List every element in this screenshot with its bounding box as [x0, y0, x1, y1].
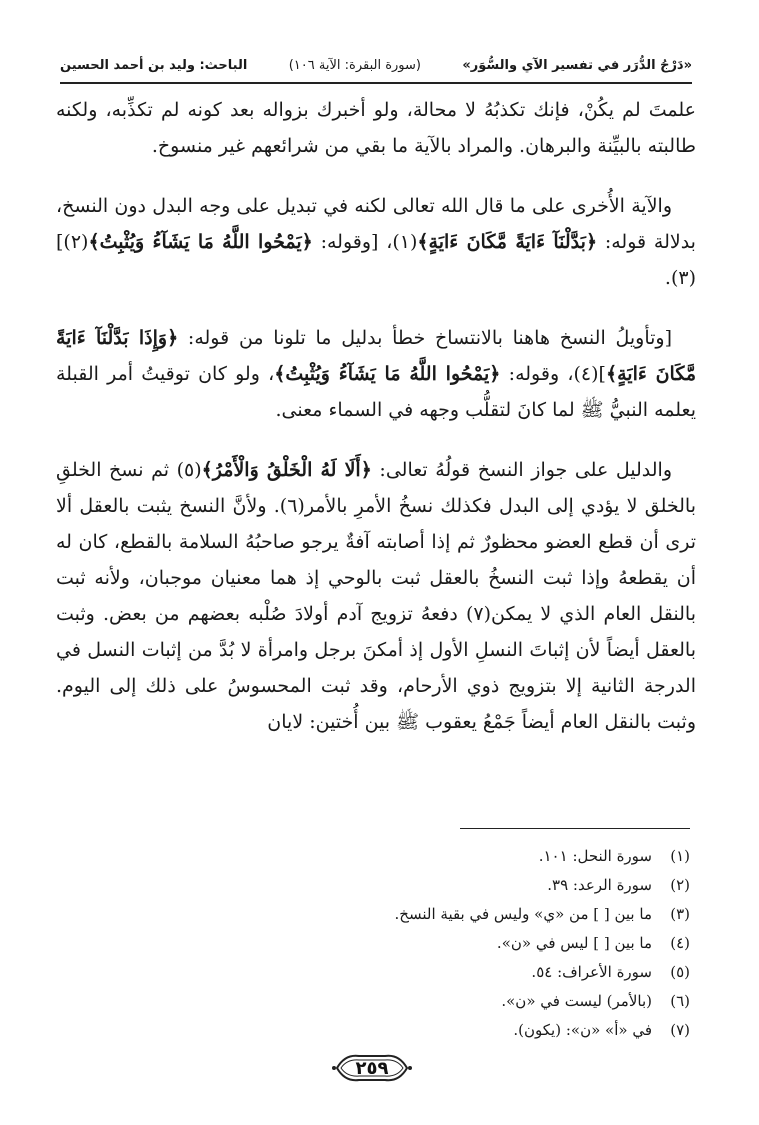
- paragraph: [56, 92, 696, 164]
- paragraph: [56, 188, 696, 296]
- footnote-text: سورة النحل: ١٠١.: [538, 847, 652, 865]
- footnote-item: [200, 958, 690, 987]
- paragraph-text: (٥) ثم نسخ الخلقِ بالخلق لا يؤدي إلى البدل فكذلك نسخُ الأمرِ بالأمر(٦). ولأنَّ النسخ يثبت بالعقل ألا ترى أن قطع العضو محظورٌ ثم إذا أصابته آفةٌ يرجو صاحبُهُ السلامة بالقطع، كان له أن يقطعهُ وإذا ثبت النسخُ بالعقل ثبت بالوحي إذ هما معنيان موجبان، ولأنه ثبت بالنقل العام الذي لا يمكن(٧) دفعهُ تزويج آدم أولادَ صُلْبه بعضهم من بعض. وثبت بالعقل أيضاً لأن إثباتَ النسلِ الأول إذ أمكنَ برجل وامرأة لا بُدَّ من إثبات النسل في الدرجة الثانية إلا بتزويج ذوي الأرحام، وقد ثبت المحسوسُ على ذلك إلى اليوم. وثبت بالنقل العام أيضاً جَمْعُ يعقوب ﷺ بين أُختين: لايان: [56, 459, 696, 733]
- header-researcher: الباحث: وليد بن أحمد الحسين: [60, 57, 248, 73]
- footnote-number: (٦): [670, 992, 690, 1010]
- page-number: ٢٥٩: [355, 1057, 389, 1079]
- paragraph-text: والدليل على جواز النسخ قولُهُ تعالى:: [371, 459, 673, 481]
- footnote-item: [200, 929, 690, 958]
- footnote-separator: [460, 828, 690, 829]
- paragraph-text: ، ولو كان توقيتُ أمر القبلة يعلمه النبيُّ ﷺ لما كانَ لتقلُّب وجهه في السماء معنى.: [56, 363, 696, 421]
- quran-verse: ﴿يَمْحُوا اللَّهُ مَا يَشَآءُ وَيُثْبِتُ﴾: [88, 231, 313, 253]
- footnote-number: (٣): [670, 905, 690, 923]
- paragraph: [56, 320, 696, 428]
- paragraph-text: [وتأويلُ النسخ هاهنا بالانتساخ خطأ بدليل ما تلونا من قوله:: [178, 327, 672, 349]
- running-header: [60, 48, 692, 84]
- page-number-ornament: [331, 1050, 413, 1086]
- footnote-item: [200, 842, 690, 871]
- footnote-text: سورة الأعراف: ٥٤.: [531, 963, 652, 981]
- footnote-item: [200, 1016, 690, 1045]
- footnote-text: سورة الرعد: ٣٩.: [547, 876, 652, 894]
- footnote-text: (بالأمر) ليست في «ن».: [501, 992, 652, 1010]
- quran-verse: ﴿وَإِذَا بَدَّلْنَآ ءَايَةً مَّكَانَ ءَايَةٍ﴾: [56, 327, 697, 385]
- header-book-title: «دَرْجُ الدُّرَر في تفسير الآي والسُّوَر»: [462, 57, 692, 73]
- footnote-number: (٤): [670, 934, 690, 952]
- footnotes: [200, 842, 690, 1045]
- footnote-item: [200, 900, 690, 929]
- quran-verse: ﴿بَدَّلْنَآ ءَايَةً مَّكَانَ ءَايَةٍ﴾: [417, 231, 598, 253]
- main-text: [56, 92, 696, 764]
- footnote-number: (٧): [670, 1021, 690, 1039]
- quran-verse: ﴿أَلَا لَهُ الْخَلْقُ وَالْأَمْرُ﴾: [201, 459, 372, 481]
- footnote-text: ما بين [ ] من «ي» وليس في بقية النسخ.: [394, 905, 652, 923]
- footnote-item: [200, 871, 690, 900]
- footnote-text: في «أ» «ن»: (يكون).: [513, 1021, 652, 1039]
- paragraph-text: والآية الأُخرى على ما قال الله تعالى لكنه في تبديل على وجه البدل دون النسخ، بدلالة قوله:: [56, 195, 696, 253]
- footnote-number: (١): [670, 847, 690, 865]
- footnote-number: (٢): [670, 876, 690, 894]
- footnote-number: (٥): [670, 963, 690, 981]
- paragraph: [56, 452, 696, 740]
- quran-verse: ﴿يَمْحُوا اللَّهُ مَا يَشَآءُ وَيُثْبِتُ﴾: [274, 363, 501, 385]
- paragraph-text: (١)، [وقوله:: [312, 231, 418, 253]
- paragraph-text: (٢)](٣).: [56, 231, 696, 289]
- footnote-item: [200, 987, 690, 1016]
- header-surah-ref: (سورة البقرة: الآية ١٠٦): [288, 57, 421, 73]
- footnote-text: ما بين [ ] ليس في «ن».: [496, 934, 652, 952]
- paragraph-text: ](٤)، وقوله:: [500, 363, 606, 385]
- paragraph-text: علمتَ لم يكُنْ، فإنك تكذبُهُ لا محالة، ولو أخبرك بزواله بعد كونه لم تكذِّبه، ولكنه طالبته بالبيِّنة والبرهان. والمراد بالآية ما بقي من شرائعهم غير منسوخ.: [56, 99, 696, 157]
